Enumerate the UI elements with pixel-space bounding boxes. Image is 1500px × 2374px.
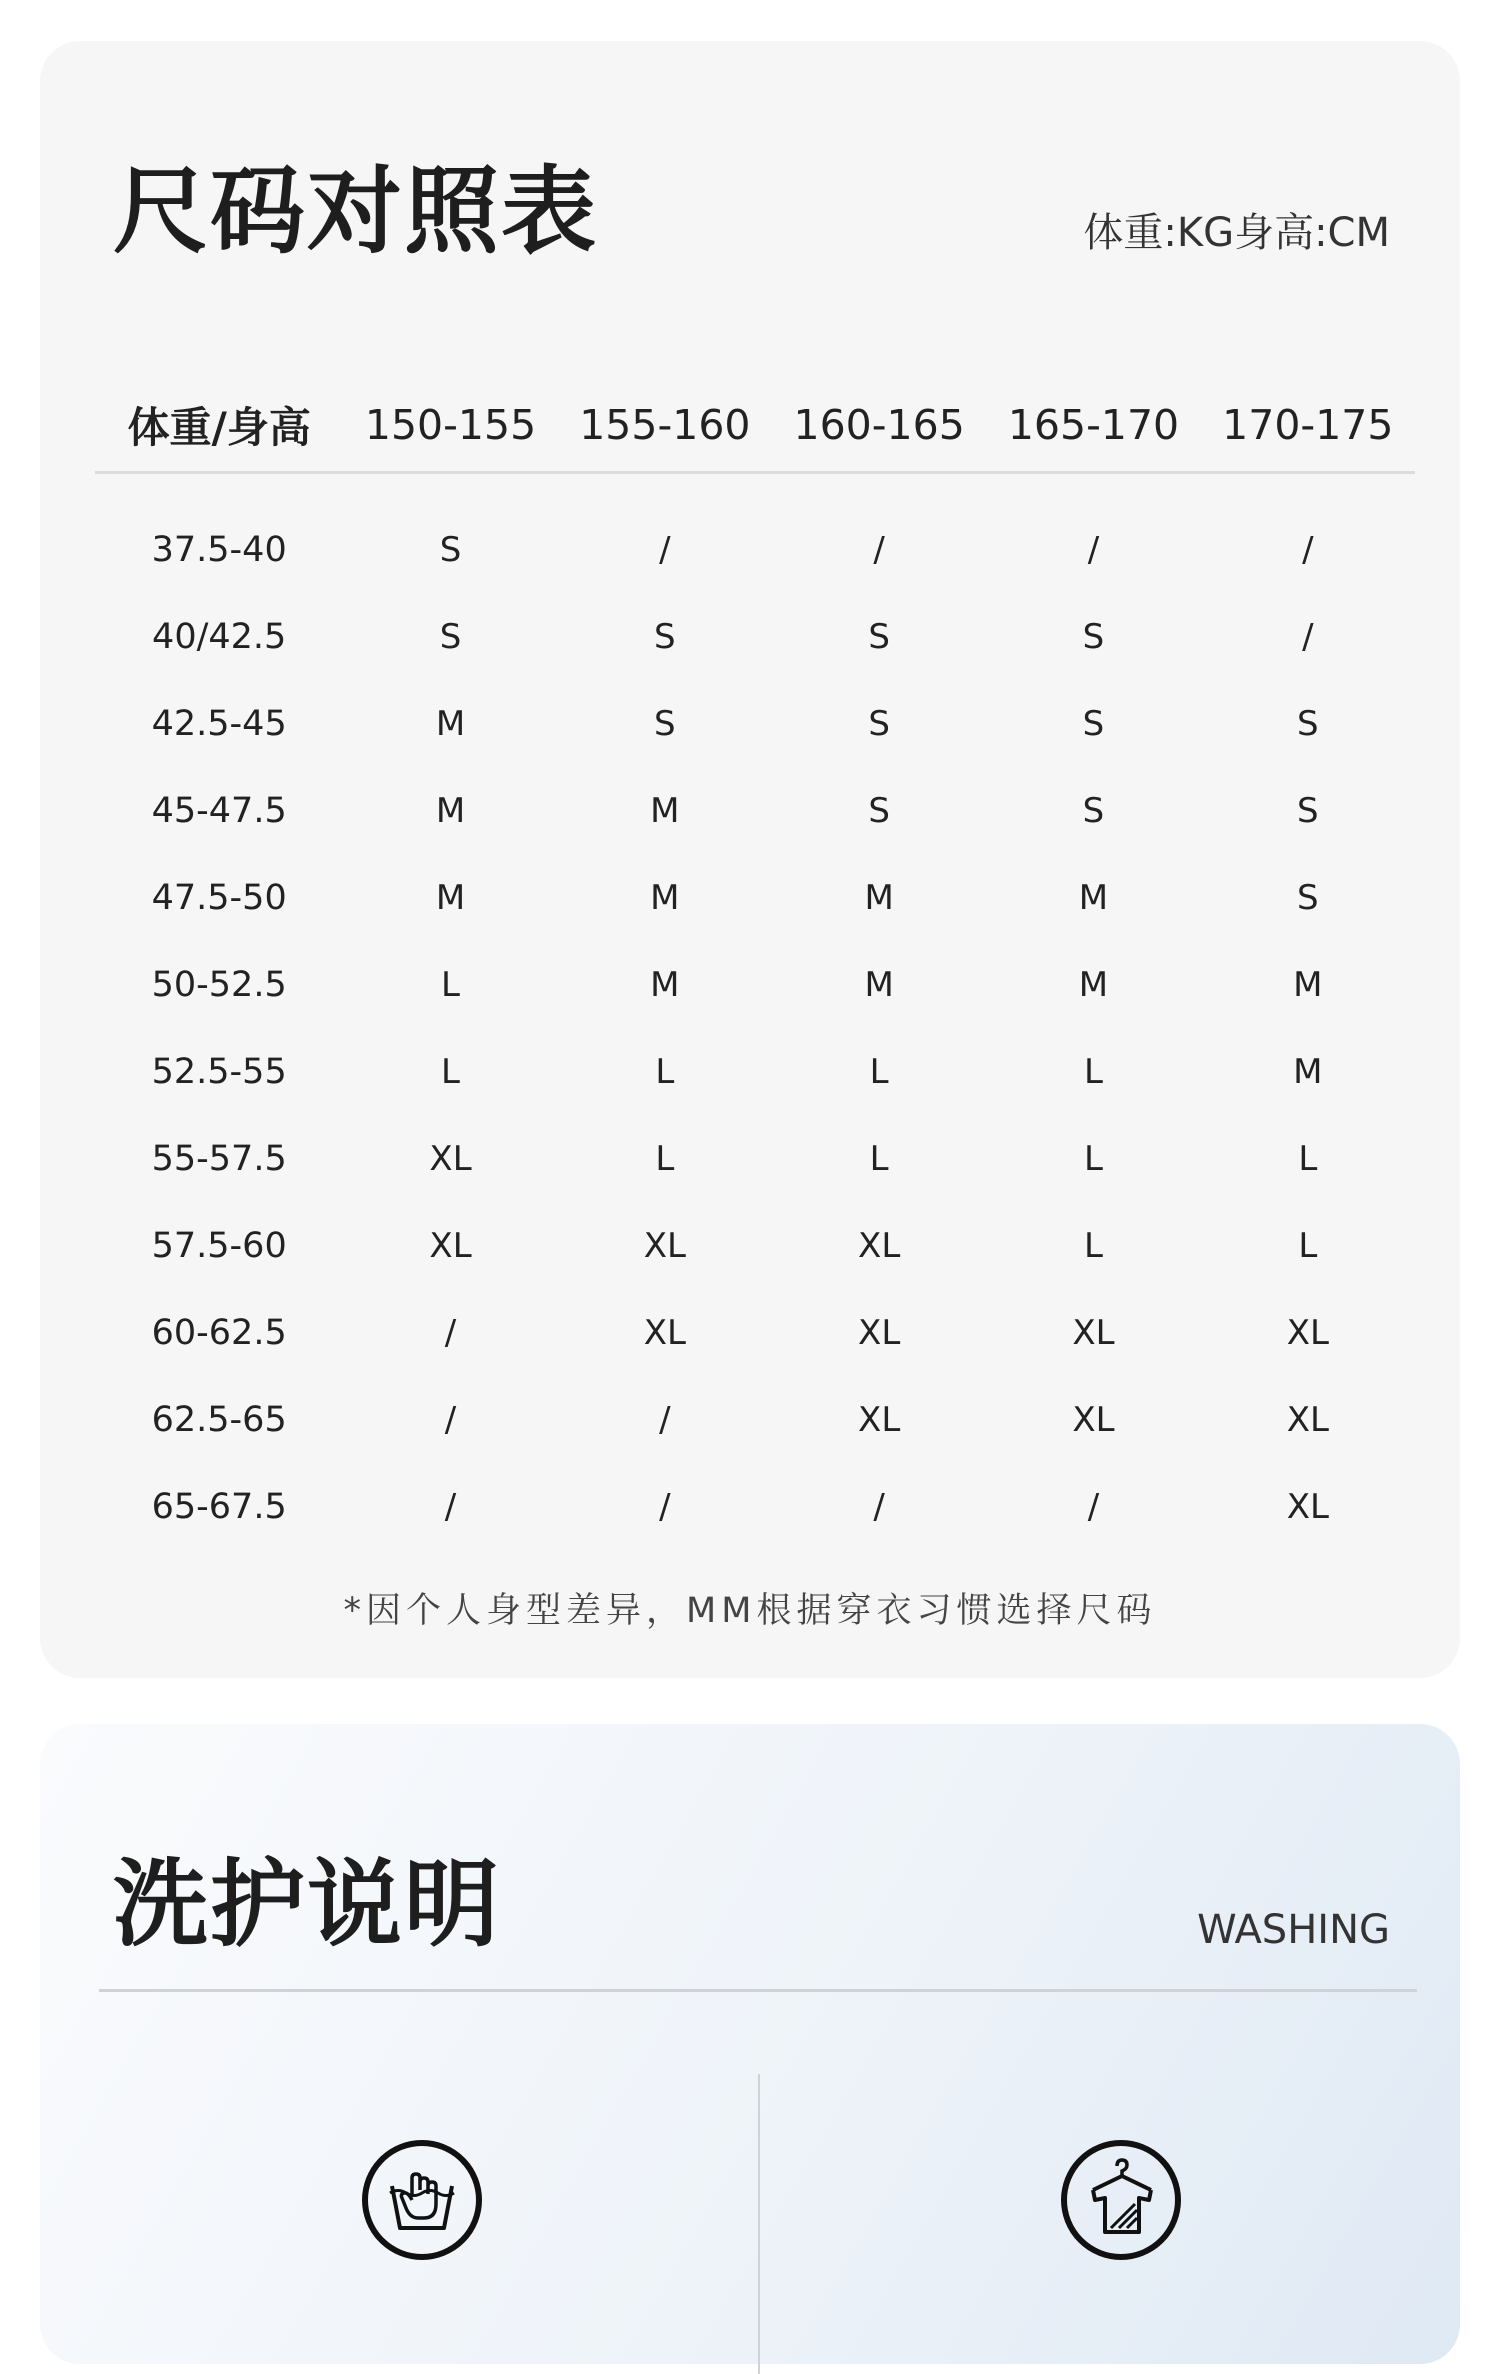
height-range-header: 155-160 — [558, 379, 772, 473]
size-chart-card — [40, 41, 1460, 1678]
size-cell: L — [1298, 1138, 1318, 1179]
size-cell: XL — [858, 1312, 901, 1353]
size-cell: S — [1082, 616, 1105, 657]
size-cell: M — [864, 877, 894, 918]
weight-range-cell: 52.5-55 — [151, 1051, 287, 1092]
size-cell: XL — [643, 1225, 686, 1266]
weight-range-cell: 42.5-45 — [151, 703, 287, 744]
table-header-row — [95, 379, 1415, 473]
size-cell: S — [868, 790, 890, 831]
size-cell: L — [1298, 1225, 1318, 1266]
size-cell: M — [1078, 877, 1109, 918]
size-cell: S — [439, 616, 462, 657]
table-row — [95, 506, 1415, 593]
size-disclaimer: *因个人身型差异，MM根据穿衣习惯选择尺码 — [343, 1591, 1157, 1631]
size-cell: XL — [1286, 1312, 1329, 1353]
size-cell: L — [441, 1051, 460, 1092]
divider — [758, 2074, 760, 2374]
size-cell: / — [1302, 529, 1314, 570]
size-table — [95, 379, 1415, 1550]
table-row — [95, 593, 1415, 680]
size-cell: / — [444, 1399, 457, 1440]
size-cell: S — [1297, 877, 1319, 918]
table-row — [95, 854, 1415, 941]
weight-range-cell: 55-57.5 — [151, 1138, 287, 1179]
table-row — [95, 767, 1415, 854]
size-cell: / — [659, 529, 671, 570]
size-cell: M — [1293, 1051, 1323, 1092]
height-range-header: 170-175 — [1201, 379, 1415, 473]
size-cell: S — [1082, 703, 1105, 744]
table-row — [95, 1463, 1415, 1550]
size-cell: S — [654, 703, 676, 744]
size-cell: M — [1293, 964, 1323, 1005]
size-table-body — [95, 473, 1415, 1551]
size-cell: M — [1078, 964, 1109, 1005]
size-cell: S — [439, 529, 462, 570]
size-cell: M — [864, 964, 894, 1005]
size-cell: M — [435, 703, 466, 744]
size-cell: S — [654, 616, 676, 657]
size-cell: S — [1297, 790, 1319, 831]
size-cell: L — [869, 1138, 889, 1179]
size-cell: M — [435, 790, 466, 831]
size-cell: XL — [1072, 1312, 1115, 1353]
hand-wash-icon — [360, 2138, 484, 2262]
size-cell: XL — [429, 1225, 472, 1266]
size-cell: XL — [1072, 1399, 1115, 1440]
size-cell: S — [1082, 790, 1105, 831]
size-cell: XL — [643, 1312, 686, 1353]
table-row — [95, 680, 1415, 767]
size-cell: / — [444, 1312, 457, 1353]
size-cell: / — [444, 1486, 457, 1527]
weight-range-cell: 60-62.5 — [151, 1312, 287, 1353]
size-cell: / — [1087, 529, 1100, 570]
hang-dry-icon — [1059, 2138, 1183, 2262]
washing-subtitle: WASHING — [1197, 1907, 1390, 1953]
weight-range-cell: 50-52.5 — [151, 964, 287, 1005]
weight-range-cell: 62.5-65 — [151, 1399, 287, 1440]
size-cell: XL — [858, 1399, 901, 1440]
size-cell: M — [650, 877, 680, 918]
size-cell: / — [1302, 616, 1314, 657]
table-row — [95, 1289, 1415, 1376]
unit-note: 体重:KG身高:CM — [1083, 210, 1390, 256]
table-row — [95, 1115, 1415, 1202]
corner-header: 体重/身高 — [95, 379, 343, 473]
size-cell: XL — [858, 1225, 901, 1266]
size-cell: L — [655, 1138, 675, 1179]
weight-range-cell: 47.5-50 — [151, 877, 287, 918]
table-row — [95, 1028, 1415, 1115]
size-cell: / — [1087, 1486, 1100, 1527]
size-cell: XL — [429, 1138, 472, 1179]
size-cell: XL — [1286, 1486, 1329, 1527]
size-cell: XL — [1286, 1399, 1329, 1440]
weight-range-cell: 65-67.5 — [151, 1486, 287, 1527]
size-cell: M — [650, 790, 680, 831]
size-cell: S — [868, 616, 890, 657]
size-cell: / — [659, 1486, 671, 1527]
table-row — [95, 1376, 1415, 1463]
size-chart-title: 尺码对照表 — [113, 157, 599, 267]
divider — [99, 1989, 1417, 1992]
size-cell: L — [441, 964, 460, 1005]
height-range-header: 160-165 — [772, 379, 986, 473]
table-row — [95, 1202, 1415, 1289]
size-cell: M — [650, 964, 680, 1005]
size-cell: S — [1297, 703, 1319, 744]
size-cell: L — [1083, 1225, 1103, 1266]
size-cell: M — [435, 877, 466, 918]
size-cell: L — [1083, 1051, 1103, 1092]
height-range-header: 165-170 — [986, 379, 1200, 473]
size-cell: L — [1083, 1138, 1103, 1179]
size-cell: S — [868, 703, 890, 744]
weight-range-cell: 40/42.5 — [152, 616, 287, 657]
table-row — [95, 941, 1415, 1028]
size-cell: / — [873, 529, 885, 570]
size-cell: / — [873, 1486, 885, 1527]
size-cell: L — [655, 1051, 675, 1092]
weight-range-cell: 45-47.5 — [151, 790, 287, 831]
size-cell: L — [869, 1051, 889, 1092]
height-range-header: 150-155 — [343, 379, 557, 473]
washing-card — [40, 1724, 1460, 2364]
washing-title: 洗护说明 — [113, 1850, 502, 1960]
size-cell: / — [659, 1399, 671, 1440]
weight-range-cell: 37.5-40 — [151, 529, 287, 570]
weight-range-cell: 57.5-60 — [151, 1225, 287, 1266]
